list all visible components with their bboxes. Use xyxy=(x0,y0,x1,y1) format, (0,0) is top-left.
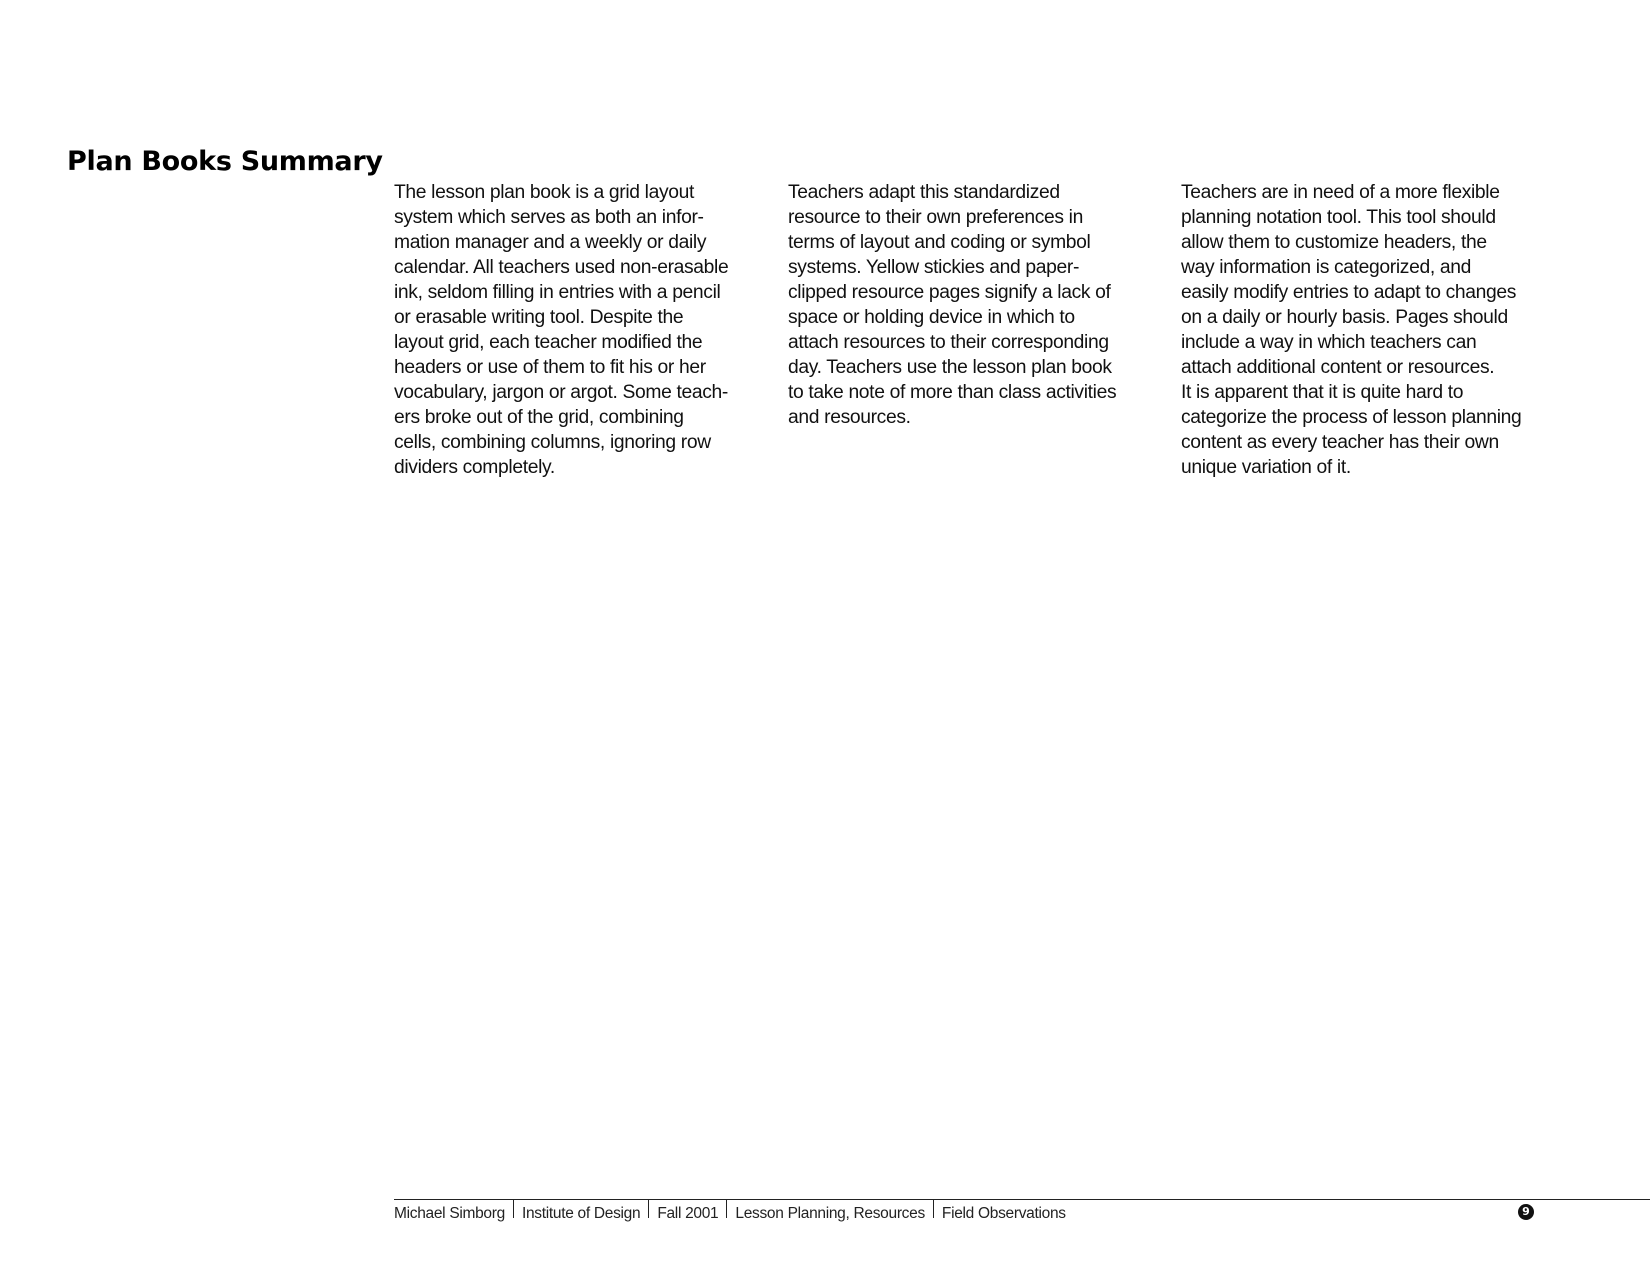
text-line: way information is categorized, and xyxy=(1181,257,1471,278)
text-line: resource to their own preferences in xyxy=(788,207,1083,228)
text-line: attach additional content or resources. xyxy=(1181,357,1495,378)
summary-column-2 xyxy=(788,180,1158,430)
footer-section: Field Observations xyxy=(941,1205,1066,1222)
text-line: systems. Yellow stickies and paper- xyxy=(788,257,1080,278)
footer-institution: Institute of Design xyxy=(514,1200,649,1218)
text-line: unique variation of it. xyxy=(1181,457,1351,478)
text-line: ers broke out of the grid, combining xyxy=(394,407,684,428)
text-line: allow them to customize headers, the xyxy=(1181,232,1487,253)
text-line: cells, combining columns, ignoring row xyxy=(394,432,711,453)
footer-topic: Lesson Planning, Resources xyxy=(727,1200,934,1218)
text-line: It is apparent that it is quite hard to xyxy=(1181,382,1464,403)
text-line: on a daily or hourly basis. Pages should xyxy=(1181,307,1508,328)
text-line: planning notation tool. This tool should xyxy=(1181,207,1496,228)
text-line: terms of layout and coding or symbol xyxy=(788,232,1091,253)
text-line: content as every teacher has their own xyxy=(1181,432,1499,453)
text-line: Teachers are in need of a more flexible xyxy=(1181,182,1500,203)
text-line: dividers completely. xyxy=(394,457,555,478)
text-line: day. Teachers use the lesson plan book xyxy=(788,357,1112,378)
text-line: ink, seldom filling in entries with a pencil xyxy=(394,282,721,303)
footer-term: Fall 2001 xyxy=(649,1200,727,1218)
footer-author: Michael Simborg xyxy=(394,1200,514,1218)
text-line: The lesson plan book is a grid layout xyxy=(394,182,695,203)
page-title: Plan Books Summary xyxy=(67,146,383,177)
text-line: and resources. xyxy=(788,407,911,428)
text-line: or erasable writing tool. Despite the xyxy=(394,307,684,328)
text-line: mation manager and a weekly or daily xyxy=(394,232,707,253)
text-line: space or holding device in which to xyxy=(788,307,1075,328)
text-line: categorize the process of lesson planning xyxy=(1181,407,1522,428)
page-number: 9 xyxy=(1518,1204,1534,1220)
summary-column-3 xyxy=(1181,180,1551,480)
text-line: Teachers adapt this standardized xyxy=(788,182,1060,203)
footer xyxy=(394,1200,1074,1222)
text-line: to take note of more than class activities xyxy=(788,382,1117,403)
text-line: calendar. All teachers used non-erasable xyxy=(394,257,729,278)
text-line: headers or use of them to fit his or her xyxy=(394,357,706,378)
text-line: clipped resource pages signify a lack of xyxy=(788,282,1111,303)
text-line: layout grid, each teacher modified the xyxy=(394,332,703,353)
text-line: easily modify entries to adapt to changes xyxy=(1181,282,1517,303)
text-line: vocabulary, jargon or argot. Some teach- xyxy=(394,382,728,403)
text-line: include a way in which teachers can xyxy=(1181,332,1477,353)
text-line: attach resources to their corresponding xyxy=(788,332,1109,353)
text-line: system which serves as both an infor- xyxy=(394,207,704,228)
summary-column-1 xyxy=(394,180,764,480)
